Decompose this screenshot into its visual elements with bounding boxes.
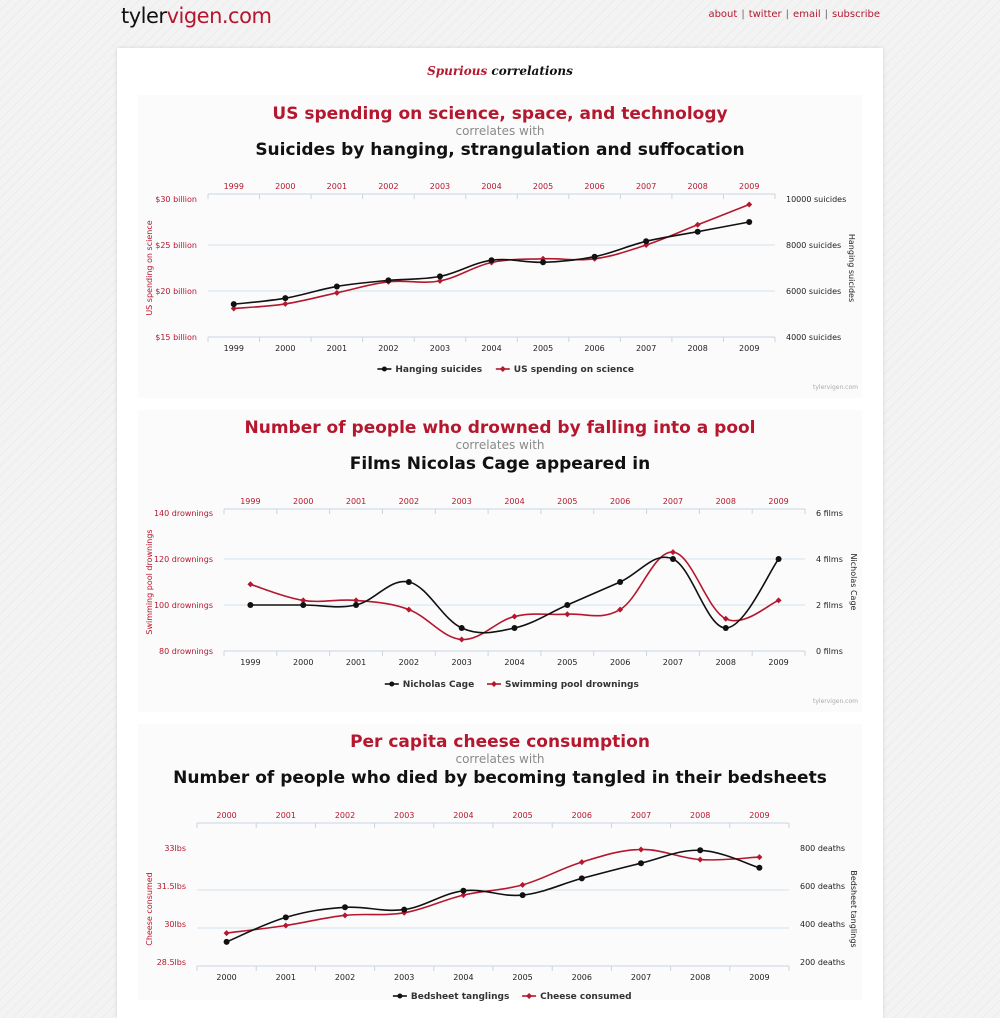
top-category-label: 2009 — [749, 811, 770, 820]
bottom-category-label: 2002 — [398, 658, 420, 667]
left-tick-label: 120 drownings — [153, 555, 213, 564]
top-category-label: 2000 — [293, 497, 314, 506]
top-category-label: 2005 — [532, 182, 554, 191]
left-tick-label: 33lbs — [164, 844, 186, 853]
right-tick-label: 200 deaths — [800, 958, 846, 967]
top-category-label: 2009 — [739, 182, 760, 191]
top-category-label: 2007 — [662, 497, 684, 506]
bottom-category-label: 2001 — [326, 344, 348, 353]
bottom-category-label: 1999 — [223, 344, 244, 353]
top-category-label: 2008 — [687, 182, 708, 191]
right-tick-label: 6 films — [816, 509, 843, 518]
bottom-category-label: 2006 — [584, 344, 605, 353]
nav-subscribe-link[interactable]: subscribe — [832, 9, 880, 20]
bottom-category-label: 2003 — [394, 973, 415, 982]
right-axis-title: Bedsheet tanglings — [849, 870, 858, 948]
data-point — [697, 857, 703, 863]
legend-swatch-marker — [397, 994, 402, 999]
chart-2-connector: correlates with — [455, 438, 545, 452]
left-tick-label: $15 billion — [155, 333, 197, 342]
right-tick-label: 0 films — [816, 647, 843, 656]
left-axis-title: Swimming pool drownings — [145, 529, 154, 635]
nav-email-link[interactable]: email — [793, 9, 821, 20]
bottom-category-label: 2004 — [504, 658, 525, 667]
data-point — [342, 904, 348, 910]
bottom-category-label: 2005 — [532, 344, 554, 353]
top-category-label: 2000 — [216, 811, 237, 820]
bottom-category-label: 2003 — [429, 344, 451, 353]
top-category-label: 2009 — [768, 497, 789, 506]
data-point — [342, 912, 348, 918]
top-category-label: 2003 — [429, 182, 451, 191]
subtitle-correlations: correlations — [491, 64, 573, 78]
right-tick-label: 8000 suicides — [786, 241, 842, 250]
top-category-label: 2007 — [635, 182, 657, 191]
right-tick-label: 2 films — [816, 601, 843, 610]
bottom-category-label: 2008 — [687, 344, 708, 353]
nav-separator: | — [785, 9, 790, 20]
bottom-category-label: 2007 — [662, 658, 684, 667]
top-category-label: 2000 — [275, 182, 296, 191]
top-category-label: 2008 — [690, 811, 711, 820]
chart-3-subtitle: Number of people who died by becoming tangled in their bedsheets — [173, 768, 827, 788]
left-tick-label: 100 drownings — [153, 601, 213, 610]
top-category-label: 2004 — [453, 811, 474, 820]
data-point — [756, 854, 762, 860]
top-category-label: 2006 — [584, 182, 605, 191]
bottom-category-label: 2000 — [293, 658, 314, 667]
data-point — [283, 914, 289, 920]
bottom-category-label: 2009 — [739, 344, 760, 353]
top-category-label: 2007 — [630, 811, 652, 820]
legend-label: US spending on science — [513, 365, 635, 375]
bottom-category-label: 2005 — [512, 973, 533, 982]
left-tick-label: 80 drownings — [159, 647, 213, 656]
bottom-category-label: 2001 — [275, 973, 296, 982]
bottom-category-label: 2008 — [690, 973, 711, 982]
bottom-category-label: 2000 — [275, 344, 296, 353]
top-category-label: 2005 — [557, 497, 578, 506]
bottom-category-label: 2007 — [630, 973, 652, 982]
bottom-category-label: 2004 — [453, 973, 474, 982]
legend-label: Cheese consumed — [540, 992, 632, 1002]
bottom-category-label: 2009 — [749, 973, 770, 982]
top-category-label: 2006 — [571, 811, 592, 820]
right-tick-label: 6000 suicides — [786, 287, 842, 296]
chart-1-connector: correlates with — [455, 124, 545, 138]
right-tick-label: 600 deaths — [800, 882, 846, 891]
nav-separator: | — [741, 9, 745, 20]
right-tick-label: 4 films — [816, 555, 843, 564]
data-point — [460, 888, 466, 894]
right-tick-label: 800 deaths — [800, 844, 846, 853]
top-category-label: 2004 — [481, 182, 502, 191]
nav-separator: | — [824, 9, 828, 20]
legend-swatch-marker — [526, 993, 532, 999]
right-axis-title: Hanging suicides — [847, 233, 856, 303]
logo-text-right: vigen.com — [166, 4, 272, 28]
left-tick-label: $30 billion — [155, 195, 197, 204]
series-line-1 — [227, 849, 760, 933]
bottom-category-label: 2001 — [345, 658, 367, 667]
bottom-category-label: 2006 — [571, 973, 592, 982]
bottom-category-label: 2008 — [715, 658, 736, 667]
bottom-category-label: 2005 — [557, 658, 578, 667]
top-category-label: 2006 — [609, 497, 631, 506]
left-tick-label: 31.5lbs — [156, 882, 186, 891]
data-point — [579, 875, 585, 881]
left-axis-title: US spending on science — [145, 220, 154, 316]
bottom-category-label: 2003 — [451, 658, 472, 667]
chart-3-connector: correlates with — [455, 752, 545, 766]
left-tick-label: $20 billion — [155, 287, 197, 296]
top-category-label: 2003 — [451, 497, 472, 506]
data-point — [224, 930, 230, 936]
top-category-label: 2002 — [398, 497, 420, 506]
logo-text-left: tyler — [121, 4, 167, 28]
data-point — [756, 865, 762, 871]
data-point — [579, 859, 585, 865]
chart-2-subtitle: Films Nicolas Cage appeared in — [349, 454, 651, 474]
right-axis-title: Nicholas Cage — [849, 553, 858, 611]
nav-about-link[interactable]: about — [708, 9, 738, 20]
chart-2-title: Number of people who drowned by falling into a pool — [244, 418, 756, 438]
bottom-category-label: 2006 — [609, 658, 631, 667]
top-category-label: 1999 — [240, 497, 261, 506]
bottom-category-label: 2002 — [378, 344, 399, 353]
left-tick-label: $25 billion — [155, 241, 197, 250]
watermark: tylervigen.com — [813, 698, 858, 705]
top-category-label: 2004 — [504, 497, 525, 506]
top-category-label: 1999 — [223, 182, 244, 191]
left-tick-label: 140 drownings — [153, 509, 213, 518]
data-point — [638, 846, 644, 852]
chart-1-title: US spending on science, space, and technology — [272, 104, 728, 124]
data-point — [520, 892, 526, 898]
bottom-category-label: 2007 — [635, 344, 657, 353]
bottom-category-label: 2000 — [216, 973, 237, 982]
chart-3-title: Per capita cheese consumption — [350, 732, 650, 752]
bottom-category-label: 2004 — [481, 344, 502, 353]
legend-label: Swimming pool drownings — [505, 680, 639, 690]
legend-label: Hanging suicides — [395, 365, 483, 375]
data-point — [697, 847, 703, 853]
top-category-label: 2001 — [275, 811, 296, 820]
right-tick-label: 4000 suicides — [786, 333, 842, 342]
left-tick-label: 28.5lbs — [156, 958, 186, 967]
top-category-label: 2005 — [512, 811, 533, 820]
bottom-category-label: 2009 — [768, 658, 789, 667]
top-category-label: 2001 — [345, 497, 367, 506]
legend-label: Nicholas Cage — [402, 680, 475, 690]
right-tick-label: 400 deaths — [800, 920, 846, 929]
top-category-label: 2002 — [378, 182, 399, 191]
nav-twitter-link[interactable]: twitter — [748, 9, 782, 20]
top-category-label: 2002 — [334, 811, 356, 820]
left-tick-label: 30lbs — [164, 920, 186, 929]
left-axis-title: Cheese consumed — [145, 872, 154, 946]
data-point — [401, 907, 407, 913]
right-tick-label: 10000 suicides — [786, 195, 847, 204]
bottom-category-label: 2002 — [334, 973, 356, 982]
legend-label: Bedsheet tanglings — [410, 992, 510, 1002]
top-category-label: 2008 — [715, 497, 736, 506]
data-point — [520, 882, 526, 888]
bottom-category-label: 1999 — [240, 658, 261, 667]
data-point — [638, 860, 644, 866]
chart-1-subtitle: Suicides by hanging, strangulation and suffocation — [255, 140, 745, 160]
top-category-label: 2003 — [394, 811, 415, 820]
top-category-label: 2001 — [326, 182, 348, 191]
data-point — [224, 939, 230, 945]
subtitle-spurious: Spurious — [427, 64, 488, 78]
watermark: tylervigen.com — [813, 384, 858, 391]
